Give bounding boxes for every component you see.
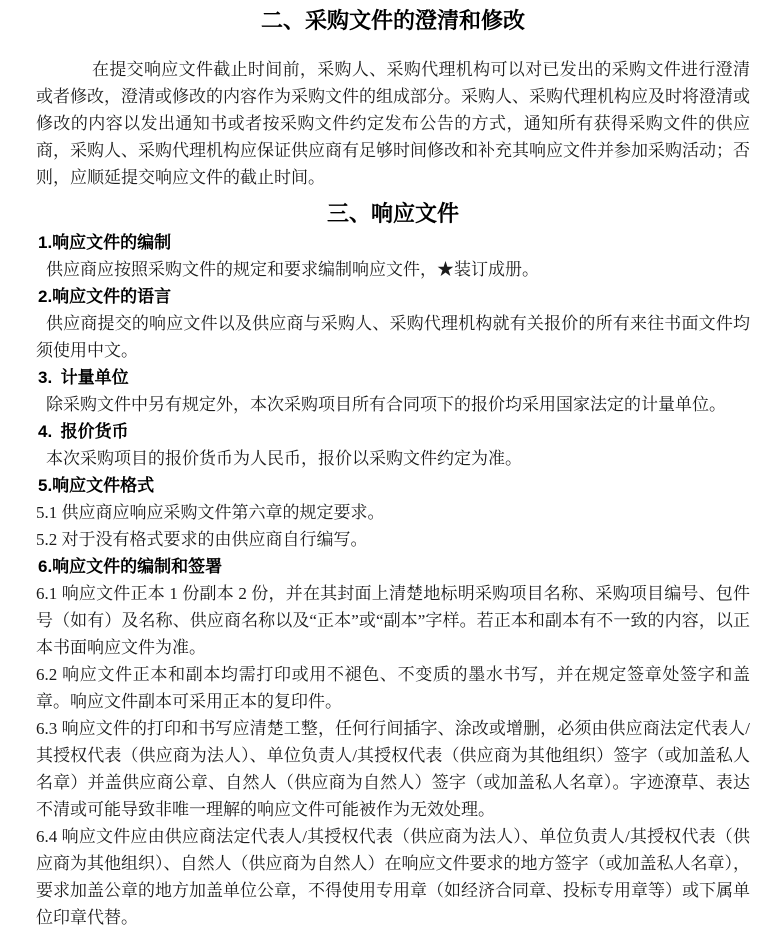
clause-6-4: 6.4 响应文件应由供应商法定代表人/其授权代表（供应商为法人）、单位负责人/其授权代表（供应商为其他组织）、自然人（供应商为自然人）在响应文件要求的地方签字（或加盖私人名章），要求加盖公章的地方加盖单位公章，不得使用专用章（如经济合同章、投标专用章等）或下属单位印章代替。 <box>36 827 750 927</box>
section-two-title: 二、采购文件的澄清和修改 <box>260 8 525 33</box>
clarification-paragraph: 在提交响应文件截止时间前，采购人、采购代理机构可以对已发出的采购文件进行澄清或者修改，澄清或修改的内容作为采购文件的组成部分。采购人、采购代理机构应及时将澄清或修改的内容以发出通知书或者按采购文件约定发布公告的方式，通知所有获得采购文件的供应商，采购人、采购代理机构应保证供应商有足够时间修改和补充其响应文件并参加采购活动；否则，应顺延提交响应文件的截止时间。 <box>36 60 750 187</box>
clause-1-body: 供应商应按照采购文件的规定和要求编制响应文件，★装订成册。 <box>46 260 539 279</box>
clause-4-heading: 4. 报价货币 <box>38 422 129 441</box>
clause-2-body: 供应商提交的响应文件以及供应商与采购人、采购代理机构就有关报价的所有来往书面文件均须使用中文。 <box>36 314 750 360</box>
clause-6-2: 6.2 响应文件正本和副本均需打印或用不褪色、不变质的墨水书写，并在规定签章处签字和盖章。响应文件副本可采用正本的复印件。 <box>36 665 750 711</box>
clause-2-heading: 2.响应文件的语言 <box>38 287 172 306</box>
clause-5-1: 5.1 供应商应响应采购文件第六章的规定要求。 <box>36 503 385 522</box>
clause-5-2: 5.2 对于没有格式要求的由供应商自行编写。 <box>36 530 368 549</box>
section-three-title: 三、响应文件 <box>326 201 459 226</box>
clause-1-heading: 1.响应文件的编制 <box>38 233 172 252</box>
clause-6-heading: 6.响应文件的编制和签署 <box>38 557 223 576</box>
clause-6-3: 6.3 响应文件的打印和书写应清楚工整，任何行间插字、涂改或增删，必须由供应商法定代表人/其授权代表（供应商为法人）、单位负责人/其授权代表（供应商为其他组织）签字（或加盖私人名章）并盖供应商公章、自然人（供应商为自然人）签字（或加盖私人名章）。字迹潦草、表达不清或可能导致非唯一理解的响应文件可能被作为无效处理。 <box>36 719 750 819</box>
clause-3-body: 除采购文件中另有规定外，本次采购项目所有合同项下的报价均采用国家法定的计量单位。 <box>46 395 726 414</box>
clause-3-heading: 3. 计量单位 <box>38 368 129 387</box>
clause-4-body: 本次采购项目的报价货币为人民币，报价以采购文件约定为准。 <box>46 449 522 468</box>
clause-6-1: 6.1 响应文件正本 1 份副本 2 份，并在其封面上清楚地标明采购项目名称、采购项目编号、包件号（如有）及名称、供应商名称以及“正本”或“副本”字样。若正本和副本有不一致的内容，以正本书面响应文件为准。 <box>36 584 750 657</box>
clause-5-heading: 5.响应文件格式 <box>38 476 155 495</box>
